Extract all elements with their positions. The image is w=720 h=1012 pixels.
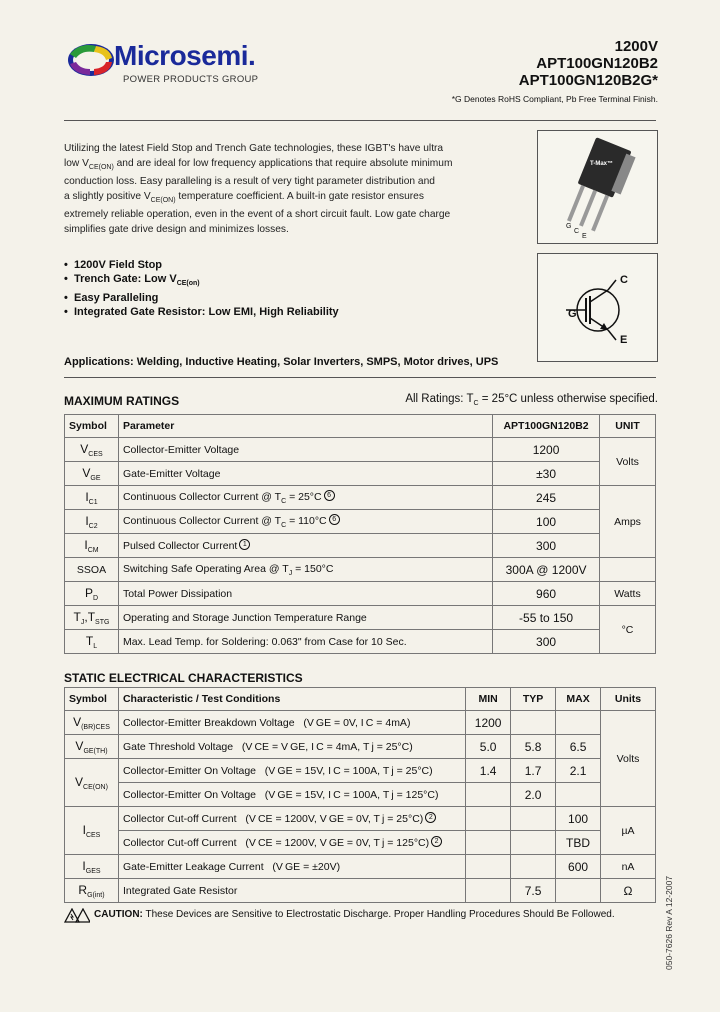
feature-item: • Easy Paralleling <box>64 291 339 305</box>
logo-subtitle: POWER PRODUCTS GROUP <box>123 74 259 85</box>
section-divider <box>64 377 656 378</box>
intro-line: conduction loss. Easy paralleling is a result of very tight parameter distribution and <box>64 176 435 188</box>
table-row: Collector Cut-off Current (V CE = 1200V, V GE = 0V, T j = 125°C) 2 TBD <box>65 831 656 855</box>
col-characteristic: Characteristic / Test Conditions <box>118 688 465 711</box>
feature-item: • 1200V Field Stop <box>64 258 339 272</box>
rohs-note: *G Denotes RoHS Compliant, Pb Free Terminal Finish. <box>451 94 658 104</box>
static-table <box>64 687 656 903</box>
unit-degc: °C <box>600 606 656 654</box>
microsemi-logo-icon <box>66 40 116 80</box>
table-row: $V_{(BR)CES}$ Collector-Emitter Breakdown Voltage (V GE = 0V, I C = 4mA) 1200 Volts <box>65 711 656 735</box>
col-symbol: Symbol <box>65 415 119 438</box>
package-image <box>537 130 658 244</box>
unit-nanoamps: nA <box>601 855 656 879</box>
symbol-collector-label: C <box>620 274 628 286</box>
part-number-1: APT100GN120B2 <box>536 55 658 72</box>
igbt-schematic-icon <box>538 254 657 361</box>
col-min: MIN <box>466 688 511 711</box>
caution-note: CAUTION: These Devices are Sensitive to Electrostatic Discharge. Proper Handling Procedures Should Be Followed. <box>94 909 615 920</box>
intro-line: Utilizing the latest Field Stop and Trench Gate technologies, these IGBT's have ultra <box>64 143 444 154</box>
unit-microamps: µA <box>601 807 656 855</box>
max-ratings-conditions: All Ratings: $T_C = 25^\circ C$ unless otherwise specified. <box>405 393 658 407</box>
max-ratings-title: MAXIMUM RATINGS <box>64 394 180 408</box>
intro-line: simplifies gate drive design and minimizes losses. <box>64 223 289 235</box>
table-row: $P_D$ Total Power Dissipation 960 Watts <box>65 582 656 606</box>
col-max: MAX <box>556 688 601 711</box>
note-marker: 2 <box>431 836 442 847</box>
table-row: $I_{C1}$ Continuous Collector Current @ $T_C = 25^\circ C$ 6 245 Amps <box>65 486 656 510</box>
part-number-2: APT100GN120B2G* <box>518 72 658 89</box>
package-label: T-Max™ <box>590 161 614 167</box>
esd-warning-icon <box>64 908 90 924</box>
table-row: $R_{G(int)}$ Integrated Gate Resistor 7.5 Ω <box>65 879 656 903</box>
col-symbol: Symbol <box>65 688 119 711</box>
max-ratings-table <box>64 414 656 654</box>
pin-e: E <box>582 233 587 240</box>
note-marker: 2 <box>425 812 436 823</box>
header-divider <box>64 120 656 121</box>
note-marker: 6 <box>329 514 340 525</box>
to247-package-icon <box>538 131 657 243</box>
pin-c: C <box>574 228 580 235</box>
feature-item: • Integrated Gate Resistor: Low EMI, High Reliability <box>64 305 339 319</box>
table-row: SSOA Switching Safe Operating Area @ $T_J = 150^\circ C$ 300A @ 1200V <box>65 558 656 582</box>
col-part: APT100GN120B2 <box>493 415 600 438</box>
pin-g: G <box>566 223 572 230</box>
table-row: $I_{GES}$ Gate-Emitter Leakage Current (V GE = ±20V) 600 nA <box>65 855 656 879</box>
table-row: $V_{GE}$ Gate-Emitter Voltage ±30 <box>65 462 656 486</box>
table-row: $T_L$ Max. Lead Temp. for Soldering: 0.063" from Case for 10 Sec. 300 <box>65 630 656 654</box>
unit-volts: Volts <box>601 711 656 807</box>
table-row: $T_J,T_{STG}$ Operating and Storage Junction Temperature Range -55 to 150 °C <box>65 606 656 630</box>
col-parameter: Parameter <box>118 415 492 438</box>
table-row: $V_{CES}$ Collector-Emitter Voltage 1200 Volts <box>65 438 656 462</box>
table-header-row <box>65 688 656 711</box>
note-marker: 6 <box>324 490 335 501</box>
table-row: $I_{CM}$ Pulsed Collector Current 1 300 <box>65 534 656 558</box>
col-typ: TYP <box>511 688 556 711</box>
intro-line: extremely reliable operation, even in the event of a short circuit fault. Low gate charge <box>64 209 451 221</box>
applications: Applications: Welding, Inductive Heating, Solar Inverters, SMPS, Motor drives, UPS <box>64 356 499 368</box>
note-marker: 1 <box>239 539 250 550</box>
table-header-row <box>65 415 656 438</box>
intro-line: low $V_{CE(ON)}$ and are ideal for low frequency applications that require absolute minimum <box>64 157 453 171</box>
unit-ohm: Ω <box>601 879 656 903</box>
intro-line: a slightly positive $V_{CE(ON)}$ temperature coefficient. A built-in gate resistor ensures <box>64 190 424 204</box>
igbt-symbol <box>537 253 658 362</box>
logo-wordmark: Microsemi. <box>114 40 256 71</box>
document-code: 050-7626 Rev A 12-2007 <box>664 875 674 970</box>
feature-item: • Trench Gate: Low $V_{CE(on)}$ <box>64 272 339 291</box>
col-unit: UNIT <box>600 415 656 438</box>
features-list <box>64 258 339 319</box>
table-row: $V_{GE(TH)}$ Gate Threshold Voltage (V CE = V GE, I C = 4mA, T j = 25°C) 5.0 5.8 6.5 <box>65 735 656 759</box>
static-title: STATIC ELECTRICAL CHARACTERISTICS <box>64 671 303 685</box>
table-row: Collector-Emitter On Voltage (V GE = 15V, I C = 100A, T j = 125°C) 2.0 <box>65 783 656 807</box>
unit-amps: Amps <box>600 486 656 558</box>
unit-watts: Watts <box>600 582 656 606</box>
table-row: $I_{C2}$ Continuous Collector Current @ $T_C = 110^\circ C$ 6 100 <box>65 510 656 534</box>
symbol-gate-label: G <box>568 308 577 320</box>
unit-volts: Volts <box>600 438 656 486</box>
table-row: $I_{CES}$ Collector Cut-off Current (V CE = 1200V, V GE = 0V, T j = 25°C) 2 100 µA <box>65 807 656 831</box>
intro-paragraph <box>64 142 464 238</box>
symbol-emitter-label: E <box>620 334 628 346</box>
voltage-rating: 1200V <box>614 38 658 55</box>
col-units: Units <box>601 688 656 711</box>
table-row: $V_{CE(ON)}$ Collector-Emitter On Voltage (V GE = 15V, I C = 100A, T j = 25°C) 1.4 1.7 2.1 <box>65 759 656 783</box>
